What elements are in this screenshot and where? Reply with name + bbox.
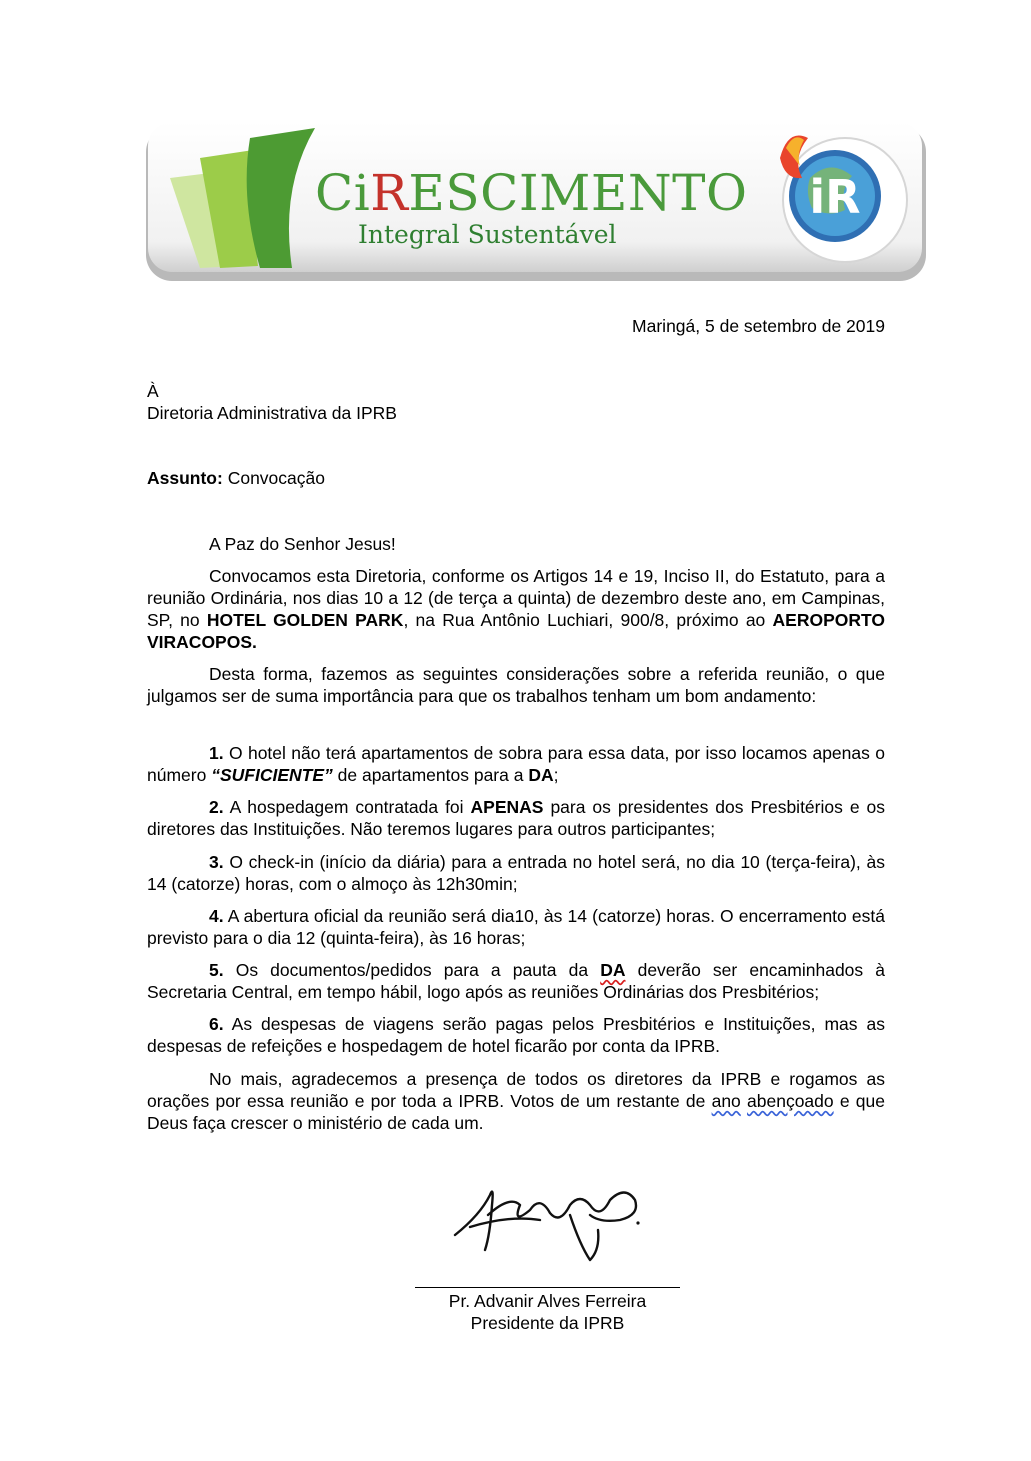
- letter-date: Maringá, 5 de setembro de 2019: [632, 316, 885, 336]
- brand-title: CiRESCIMENTO: [315, 164, 748, 222]
- signer-title: Presidente da IPRB: [470, 1313, 625, 1333]
- item-5: 5. Os documentos/pedidos para a pauta da DA deverão ser encaminhados à Secretaria Central, em tempo hábil, logo após as reuniões Ordinárias dos Presbitérios;: [147, 960, 885, 1002]
- paragraph-closing: No mais, agradecemos a presença de todos os diretores da IPRB e rogamos as orações por essa reunião e por toda a IPRB. Votos de um restante de ano abençoado e que Deus faça crescer o ministério de cada um.: [147, 1069, 885, 1133]
- item-4: 4. A abertura oficial da reunião será dia10, às 14 (catorze) horas. O encerramento está previsto para o dia 12 (quinta-feira), às 16 horas;: [147, 906, 885, 948]
- subject-line: Assunto: Convocação: [147, 468, 325, 488]
- header-banner: [140, 118, 930, 288]
- brand-subtitle: Integral Sustentável: [358, 220, 617, 249]
- signer-name: Pr. Advanir Alves Ferreira: [448, 1291, 647, 1311]
- item-3: 3. O check-in (início da diária) para a entrada no hotel será, no dia 10 (terça-feira), às 14 (catorze) horas, com o almoço às 12h30min;: [147, 852, 885, 894]
- paragraph-considerations: Desta forma, fazemos as seguintes considerações sobre a referida reunião, o que julgamos ser de suma importância para que os trabalhos tenham um bom andamento:: [147, 664, 885, 706]
- signature-icon: [450, 1175, 650, 1275]
- recipient-line1: À: [147, 381, 159, 401]
- svg-text:iR: iR: [809, 170, 861, 224]
- item-6: 6. As despesas de viagens serão pagas pelos Presbitérios e Instituições, mas as despesas de refeições e hospedagem de hotel ficarão por conta da IPRB.: [147, 1014, 885, 1056]
- signature-line: [415, 1287, 680, 1288]
- greeting: A Paz do Senhor Jesus!: [209, 534, 396, 554]
- item-2: 2. A hospedagem contratada foi APENAS para os presidentes dos Presbitérios e os diretores das Instituições. Não teremos lugares para outros participantes;: [147, 797, 885, 839]
- recipient-line2: Diretoria Administrativa da IPRB: [147, 403, 397, 423]
- item-1: 1. O hotel não terá apartamentos de sobra para essa data, por isso locamos apenas o número “SUFICIENTE” de apartamentos para a DA;: [147, 743, 885, 785]
- church-seal-icon: [780, 136, 907, 263]
- paragraph-convocation: Convocamos esta Diretoria, conforme os Artigos 14 e 19, Inciso II, do Estatuto, para a reunião Ordinária, nos dias 10 a 12 (de terça a quinta) de dezembro deste ano, em Campinas, SP, no HOTEL GOLDEN PARK, na Rua Antônio Luchiari, 900/8, próximo ao AEROPORTO VIRACOPOS.: [147, 566, 885, 652]
